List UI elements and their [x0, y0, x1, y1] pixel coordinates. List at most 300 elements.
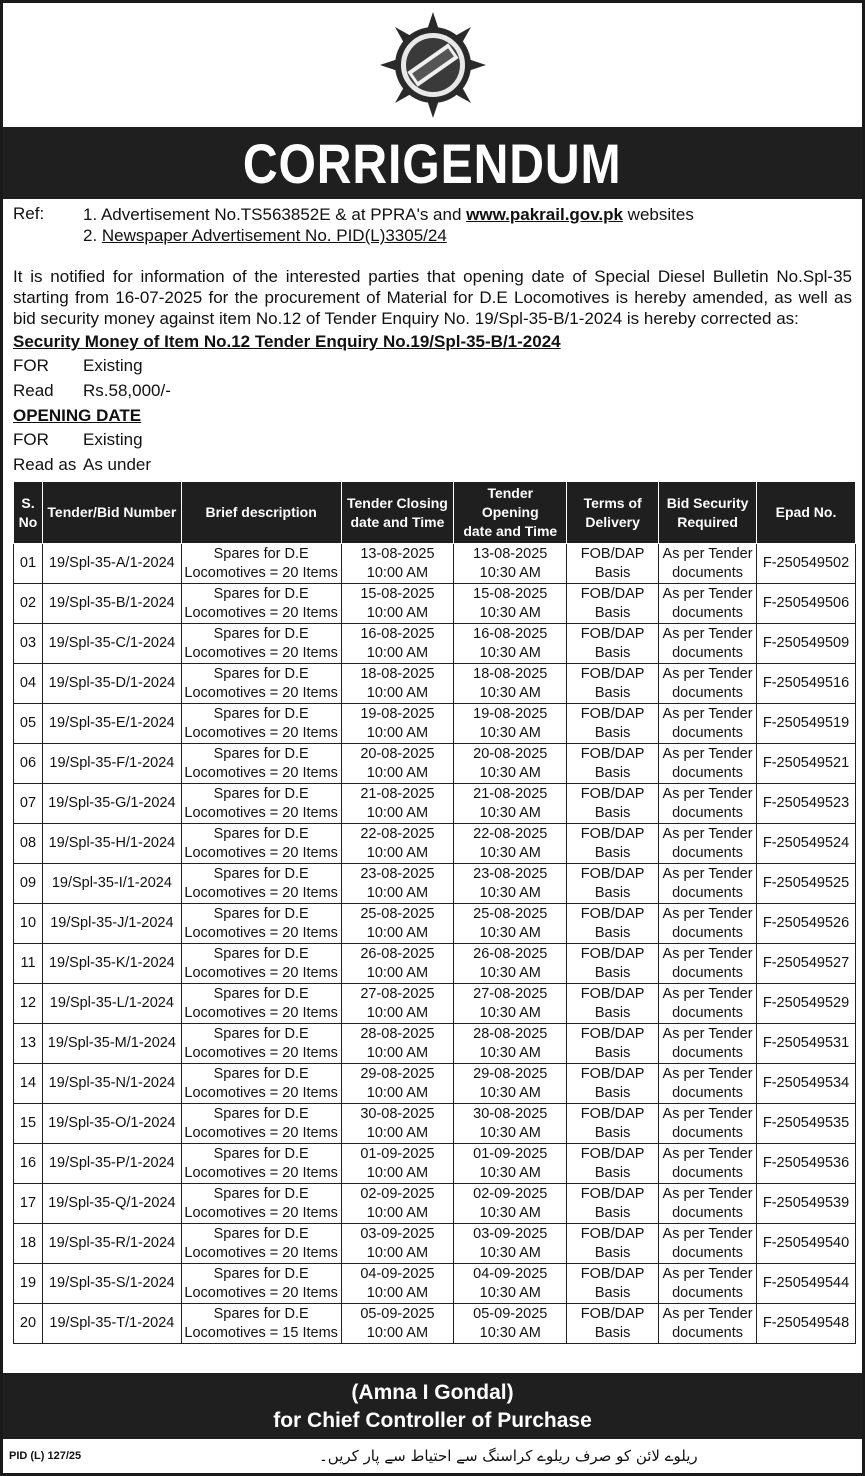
cell-terms-line: Basis: [594, 924, 631, 941]
urdu-safety-notice: ریلوے لائن کو صرف ریلوے کراسنگ سے احتیاط سے پار کریں۔: [319, 1447, 698, 1465]
cell-opening: [454, 624, 567, 664]
cell-opening-line: 10:30 AM: [479, 1084, 541, 1101]
cell-opening-line: 10:30 AM: [479, 844, 541, 861]
ref-line-1-suffix: websites: [622, 205, 694, 224]
cell-terms: [567, 1264, 659, 1304]
cell-closing-line: 04-09-2025: [360, 1265, 435, 1282]
cell-terms-line: FOB/DAP: [580, 545, 645, 562]
cell-sno-line: 05: [19, 715, 37, 731]
cell-closing: [341, 1064, 454, 1104]
cell-bid-security-line: As per Tender: [662, 945, 753, 962]
cell-opening: [454, 584, 567, 624]
cell-bid-security-line: documents: [672, 844, 744, 861]
cell-tender-number: [42, 944, 181, 984]
cell-opening: [454, 704, 567, 744]
cell-description-line: Locomotives = 20 Items: [184, 964, 338, 981]
cell-description-line: Locomotives = 20 Items: [184, 564, 338, 581]
cell-closing: [341, 704, 454, 744]
cell-closing: [341, 1104, 454, 1144]
cell-closing-line: 10:00 AM: [366, 1204, 429, 1221]
cell-closing: [341, 1184, 454, 1224]
cell-epad: [757, 704, 856, 744]
cell-epad-line: F-250549536: [762, 1155, 850, 1171]
cell-closing: [341, 624, 454, 664]
cell-sno: [14, 1104, 43, 1144]
cell-sno-line: 08: [19, 835, 37, 851]
table-row: [14, 1304, 856, 1344]
cell-opening-line: 25-08-2025: [473, 905, 548, 922]
cell-epad: [757, 544, 856, 584]
table-row: [14, 624, 856, 664]
cell-terms-line: FOB/DAP: [580, 745, 645, 762]
cell-opening-line: 10:30 AM: [479, 1244, 541, 1261]
cell-opening-line: 10:30 AM: [479, 724, 541, 741]
cell-description-line: Locomotives = 20 Items: [184, 1164, 338, 1181]
cell-description-line: Spares for D.E: [213, 785, 309, 802]
cell-sno-line: 10: [19, 915, 37, 931]
cell-closing-line: 05-09-2025: [360, 1305, 435, 1322]
cell-description-line: Locomotives = 20 Items: [184, 1004, 338, 1021]
cell-epad: [757, 1064, 856, 1104]
col-opening-line-3: date and Time: [463, 523, 558, 539]
cell-epad: [757, 1104, 856, 1144]
col-bid-line-1: Bid Security: [666, 494, 749, 511]
cell-description-line: Spares for D.E: [213, 1025, 309, 1042]
cell-tender-number-line: 19/Spl-35-J/1-2024: [50, 915, 174, 931]
cell-tender-number: [42, 1304, 181, 1344]
cell-sno-line: 03: [19, 635, 37, 651]
cell-sno: [14, 1304, 43, 1344]
cell-opening-line: 05-09-2025: [473, 1305, 548, 1322]
cell-sno: [14, 624, 43, 664]
cell-bid-security-line: documents: [672, 804, 744, 821]
cell-description-line: Spares for D.E: [213, 865, 309, 882]
cell-terms: [567, 704, 659, 744]
table-row: [14, 704, 856, 744]
cell-opening-line: 10:30 AM: [479, 764, 541, 781]
cell-closing-line: 29-08-2025: [360, 1065, 435, 1082]
cell-terms-line: FOB/DAP: [580, 1105, 645, 1122]
cell-epad: [757, 1264, 856, 1304]
cell-tender-number-line: 19/Spl-35-B/1-2024: [48, 595, 175, 611]
cell-description-line: Locomotives = 20 Items: [184, 884, 338, 901]
cell-epad: [757, 584, 856, 624]
cell-opening-line: 10:30 AM: [479, 964, 541, 981]
cell-tender-number: [42, 704, 181, 744]
cell-closing-line: 28-08-2025: [360, 1025, 435, 1042]
cell-closing: [341, 744, 454, 784]
security-for-label: FOR: [13, 356, 49, 375]
table-row: [14, 784, 856, 824]
cell-bid-security-line: As per Tender: [662, 1265, 753, 1282]
cell-epad: [757, 624, 856, 664]
cell-closing: [341, 944, 454, 984]
cell-closing-line: 10:00 AM: [366, 924, 429, 941]
cell-closing: [341, 544, 454, 584]
cell-bid-security-line: As per Tender: [662, 1105, 753, 1122]
cell-sno: [14, 824, 43, 864]
cell-description: [181, 1064, 341, 1104]
cell-closing: [341, 1144, 454, 1184]
cell-opening-line: 10:30 AM: [479, 1164, 541, 1181]
cell-closing: [341, 864, 454, 904]
cell-opening-line: 10:30 AM: [479, 1124, 541, 1141]
cell-terms: [567, 744, 659, 784]
cell-terms-line: FOB/DAP: [580, 1225, 645, 1242]
cell-description: [181, 584, 341, 624]
cell-epad-line: F-250549519: [762, 715, 850, 731]
cell-terms: [567, 1064, 659, 1104]
table-row: [14, 1264, 856, 1304]
cell-sno-line: 19: [19, 1275, 37, 1291]
cell-bid-security-line: As per Tender: [662, 1065, 753, 1082]
cell-terms-line: FOB/DAP: [580, 865, 645, 882]
table-row: [14, 944, 856, 984]
cell-bid-security: [659, 824, 757, 864]
cell-epad: [757, 824, 856, 864]
cell-tender-number-line: 19/Spl-35-K/1-2024: [48, 955, 175, 971]
table-row: [14, 904, 856, 944]
cell-bid-security-line: documents: [672, 604, 744, 621]
cell-description-line: Spares for D.E: [213, 705, 309, 722]
cell-description-line: Spares for D.E: [213, 665, 309, 682]
cell-terms-line: Basis: [594, 1204, 631, 1221]
cell-description-line: Spares for D.E: [213, 1225, 309, 1242]
cell-description: [181, 944, 341, 984]
cell-terms: [567, 1104, 659, 1144]
cell-closing-line: 10:00 AM: [366, 1124, 429, 1141]
cell-description: [181, 1104, 341, 1144]
cell-description-line: Locomotives = 20 Items: [184, 724, 338, 741]
table-row: [14, 1224, 856, 1264]
cell-epad-line: F-250549527: [762, 955, 850, 971]
cell-opening-line: 02-09-2025: [473, 1185, 548, 1202]
cell-closing: [341, 664, 454, 704]
cell-bid-security: [659, 864, 757, 904]
cell-description: [181, 1224, 341, 1264]
cell-bid-security: [659, 744, 757, 784]
cell-closing-line: 10:00 AM: [366, 724, 429, 741]
cell-terms: [567, 904, 659, 944]
cell-opening: [454, 1024, 567, 1064]
opening-read-row: [13, 452, 852, 477]
cell-closing: [341, 984, 454, 1024]
cell-description-line: Locomotives = 20 Items: [184, 644, 338, 661]
cell-sno: [14, 944, 43, 984]
cell-tender-number-line: 19/Spl-35-T/1-2024: [49, 1315, 175, 1331]
cell-closing-line: 02-09-2025: [360, 1185, 435, 1202]
cell-opening-line: 23-08-2025: [473, 865, 548, 882]
cell-description-line: Spares for D.E: [213, 1185, 309, 1202]
cell-sno-line: 17: [19, 1195, 37, 1211]
cell-sno-line: 14: [19, 1075, 37, 1091]
table-row: [14, 1104, 856, 1144]
table-row: [14, 744, 856, 784]
opening-heading: OPENING DATE: [13, 406, 142, 425]
cell-terms-line: Basis: [594, 764, 631, 781]
cell-terms-line: Basis: [594, 964, 631, 981]
signatory-name: (Amna I Gondal): [351, 1381, 514, 1404]
opening-read-value: As under: [83, 455, 152, 474]
cell-closing-line: 10:00 AM: [366, 844, 429, 861]
cell-opening-line: 01-09-2025: [473, 1145, 548, 1162]
cell-terms-line: Basis: [594, 604, 631, 621]
cell-terms: [567, 1144, 659, 1184]
cell-description-line: Spares for D.E: [213, 625, 309, 642]
cell-tender-number: [42, 664, 181, 704]
cell-terms-line: FOB/DAP: [580, 625, 645, 642]
cell-terms: [567, 1224, 659, 1264]
cell-bid-security-line: documents: [672, 964, 744, 981]
opening-for-row: [13, 427, 852, 452]
cell-opening: [454, 824, 567, 864]
notice-paragraph: It is notified for information of the interested parties that opening date of Special Diesel Bulletin No.Spl-35 starting from 16-07-2025 for the procurement of Material for D.E Locomotives is hereby amended, as well as bid security money against item No.12 of Tender Enquiry No. 19/Spl-35-B/1-2024 is hereby corrected as:: [13, 267, 852, 328]
cell-terms-line: Basis: [594, 804, 631, 821]
table-row: [14, 1144, 856, 1184]
cell-tender-number-line: 19/Spl-35-N/1-2024: [48, 1075, 176, 1091]
cell-terms-line: FOB/DAP: [580, 705, 645, 722]
cell-epad-line: F-250549523: [762, 795, 850, 811]
ref-line-2: [83, 225, 694, 246]
cell-terms-line: FOB/DAP: [580, 1265, 645, 1282]
cell-description-line: Locomotives = 20 Items: [184, 1044, 338, 1061]
cell-sno: [14, 1144, 43, 1184]
cell-tender-number-line: 19/Spl-35-Q/1-2024: [48, 1195, 176, 1211]
cell-tender-number-line: 19/Spl-35-H/1-2024: [48, 835, 176, 851]
cell-bid-security-line: documents: [672, 644, 744, 661]
cell-tender-number: [42, 544, 181, 584]
cell-closing-line: 10:00 AM: [366, 964, 429, 981]
cell-bid-security: [659, 544, 757, 584]
cell-description-line: Locomotives = 20 Items: [184, 804, 338, 821]
cell-terms-line: FOB/DAP: [580, 585, 645, 602]
cell-tender-number: [42, 584, 181, 624]
ref-line-1: [83, 204, 694, 225]
cell-opening: [454, 1224, 567, 1264]
cell-bid-security: [659, 784, 757, 824]
signature-banner: [3, 1373, 862, 1439]
cell-epad-line: F-250549524: [762, 835, 850, 851]
col-sno: [14, 482, 43, 544]
cell-sno: [14, 864, 43, 904]
cell-closing-line: 10:00 AM: [366, 1044, 429, 1061]
page-title: CORRIGENDUM: [243, 131, 622, 195]
cell-tender-number-line: 19/Spl-35-I/1-2024: [51, 875, 172, 891]
cell-opening: [454, 984, 567, 1024]
cell-terms-line: Basis: [594, 1324, 631, 1341]
cell-closing-line: 22-08-2025: [360, 825, 435, 842]
cell-terms-line: FOB/DAP: [580, 1305, 645, 1322]
cell-opening-line: 19-08-2025: [473, 705, 548, 722]
cell-opening: [454, 1264, 567, 1304]
table-row: [14, 544, 856, 584]
reference-block: [13, 204, 852, 246]
bottom-strip: [3, 1439, 862, 1473]
cell-bid-security: [659, 664, 757, 704]
cell-sno-line: 09: [19, 875, 37, 891]
col-opening-line-2: Opening: [481, 504, 539, 520]
cell-description: [181, 1304, 341, 1344]
table-row: [14, 984, 856, 1024]
cell-epad: [757, 864, 856, 904]
cell-tender-number: [42, 864, 181, 904]
col-closing-line-1: Tender Closing: [347, 494, 448, 511]
col-terms-line-1: Terms of: [583, 494, 642, 511]
cell-bid-security: [659, 1024, 757, 1064]
cell-bid-security-line: As per Tender: [662, 785, 753, 802]
cell-tender-number-line: 19/Spl-35-A/1-2024: [48, 555, 175, 571]
cell-epad: [757, 1184, 856, 1224]
opening-for-value: Existing: [83, 430, 143, 449]
cell-closing: [341, 1304, 454, 1344]
cell-opening: [454, 1144, 567, 1184]
cell-bid-security: [659, 1104, 757, 1144]
cell-epad-line: F-250549535: [762, 1115, 850, 1131]
cell-closing-line: 26-08-2025: [360, 945, 435, 962]
cell-bid-security: [659, 1304, 757, 1344]
cell-bid-security: [659, 944, 757, 984]
cell-description-line: Locomotives = 20 Items: [184, 1284, 338, 1301]
cell-opening: [454, 1304, 567, 1344]
cell-description: [181, 1144, 341, 1184]
cell-closing-line: 20-08-2025: [360, 745, 435, 762]
logo-area: [3, 3, 862, 127]
cell-epad-line: F-250549516: [762, 675, 850, 691]
cell-epad-line: F-250549544: [762, 1275, 850, 1291]
cell-description: [181, 1024, 341, 1064]
table-row: [14, 1064, 856, 1104]
cell-closing-line: 01-09-2025: [360, 1145, 435, 1162]
cell-terms-line: FOB/DAP: [580, 785, 645, 802]
col-closing-line-2: date and Time: [350, 513, 445, 530]
cell-closing-line: 10:00 AM: [366, 1324, 429, 1341]
cell-bid-security: [659, 1064, 757, 1104]
cell-description-line: Spares for D.E: [213, 545, 309, 562]
cell-opening-line: 04-09-2025: [473, 1265, 548, 1282]
cell-description: [181, 544, 341, 584]
cell-closing: [341, 1264, 454, 1304]
cell-tender-number: [42, 744, 181, 784]
cell-sno-line: 01: [19, 555, 37, 571]
cell-sno: [14, 784, 43, 824]
cell-bid-security-line: documents: [672, 684, 744, 701]
col-opening-line-1: Tender: [487, 485, 534, 501]
cell-opening: [454, 1104, 567, 1144]
cell-closing-line: 19-08-2025: [360, 705, 435, 722]
cell-tender-number: [42, 1264, 181, 1304]
cell-description-line: Locomotives = 20 Items: [184, 1244, 338, 1261]
cell-opening-line: 18-08-2025: [473, 665, 548, 682]
cell-description: [181, 784, 341, 824]
cell-closing-line: 10:00 AM: [366, 604, 429, 621]
cell-tender-number-line: 19/Spl-35-G/1-2024: [48, 795, 176, 811]
cell-terms-line: FOB/DAP: [580, 905, 645, 922]
cell-sno: [14, 984, 43, 1024]
cell-terms-line: Basis: [594, 1084, 631, 1101]
cell-description: [181, 624, 341, 664]
cell-epad-line: F-250549506: [762, 595, 850, 611]
website-link[interactable]: www.pakrail.gov.pk: [466, 205, 623, 224]
table-row: [14, 584, 856, 624]
cell-sno: [14, 1264, 43, 1304]
cell-terms-line: FOB/DAP: [580, 825, 645, 842]
cell-description: [181, 984, 341, 1024]
opening-for-label: FOR: [13, 430, 49, 449]
cell-description: [181, 904, 341, 944]
cell-sno: [14, 904, 43, 944]
cell-description: [181, 704, 341, 744]
cell-bid-security-line: As per Tender: [662, 1305, 753, 1322]
cell-description: [181, 864, 341, 904]
cell-closing: [341, 1024, 454, 1064]
cell-opening-line: 10:30 AM: [479, 684, 541, 701]
cell-terms-line: Basis: [594, 684, 631, 701]
cell-opening-line: 16-08-2025: [473, 625, 548, 642]
cell-closing-line: 18-08-2025: [360, 665, 435, 682]
col-epad: Epad No.: [757, 482, 856, 544]
cell-sno: [14, 544, 43, 584]
cell-terms: [567, 1184, 659, 1224]
cell-opening-line: 22-08-2025: [473, 825, 548, 842]
cell-closing-line: 10:00 AM: [366, 1004, 429, 1021]
cell-terms-line: Basis: [594, 1044, 631, 1061]
pid-number: PID (L) 127/25: [9, 1450, 82, 1462]
cell-epad: [757, 944, 856, 984]
cell-bid-security-line: As per Tender: [662, 625, 753, 642]
cell-terms-line: FOB/DAP: [580, 985, 645, 1002]
cell-closing-line: 10:00 AM: [366, 1164, 429, 1181]
cell-description-line: Locomotives = 20 Items: [184, 604, 338, 621]
table-row: [14, 664, 856, 704]
cell-opening: [454, 864, 567, 904]
cell-opening: [454, 744, 567, 784]
cell-description-line: Locomotives = 20 Items: [184, 1124, 338, 1141]
cell-closing-line: 23-08-2025: [360, 865, 435, 882]
cell-epad: [757, 1024, 856, 1064]
tender-table: [13, 481, 856, 1344]
cell-bid-security-line: As per Tender: [662, 905, 753, 922]
cell-description-line: Locomotives = 20 Items: [184, 1204, 338, 1221]
cell-closing-line: 10:00 AM: [366, 1284, 429, 1301]
cell-description: [181, 744, 341, 784]
cell-terms: [567, 624, 659, 664]
cell-description-line: Spares for D.E: [213, 945, 309, 962]
cell-description-line: Spares for D.E: [213, 1105, 309, 1122]
security-for-value: Existing: [83, 356, 143, 375]
cell-epad: [757, 904, 856, 944]
cell-sno: [14, 664, 43, 704]
cell-sno: [14, 704, 43, 744]
cell-opening-line: 03-09-2025: [473, 1225, 548, 1242]
cell-terms-line: Basis: [594, 1004, 631, 1021]
cell-description: [181, 664, 341, 704]
cell-opening-line: 10:30 AM: [479, 1204, 541, 1221]
cell-terms-line: FOB/DAP: [580, 1145, 645, 1162]
cell-description-line: Spares for D.E: [213, 905, 309, 922]
cell-closing: [341, 904, 454, 944]
ref-line-1-prefix: 1. Advertisement No.TS563852E & at PPRA's and: [83, 205, 467, 224]
cell-opening-line: 10:30 AM: [479, 1004, 541, 1021]
cell-opening-line: 29-08-2025: [473, 1065, 548, 1082]
pakistan-railways-emblem-icon: [378, 10, 488, 120]
cell-opening-line: 10:30 AM: [479, 564, 541, 581]
col-tender-number: Tender/Bid Number: [42, 482, 181, 544]
cell-epad-line: F-250549539: [762, 1195, 850, 1211]
cell-sno: [14, 1184, 43, 1224]
col-description: Brief description: [181, 482, 341, 544]
col-terms: [567, 482, 659, 544]
cell-terms: [567, 544, 659, 584]
